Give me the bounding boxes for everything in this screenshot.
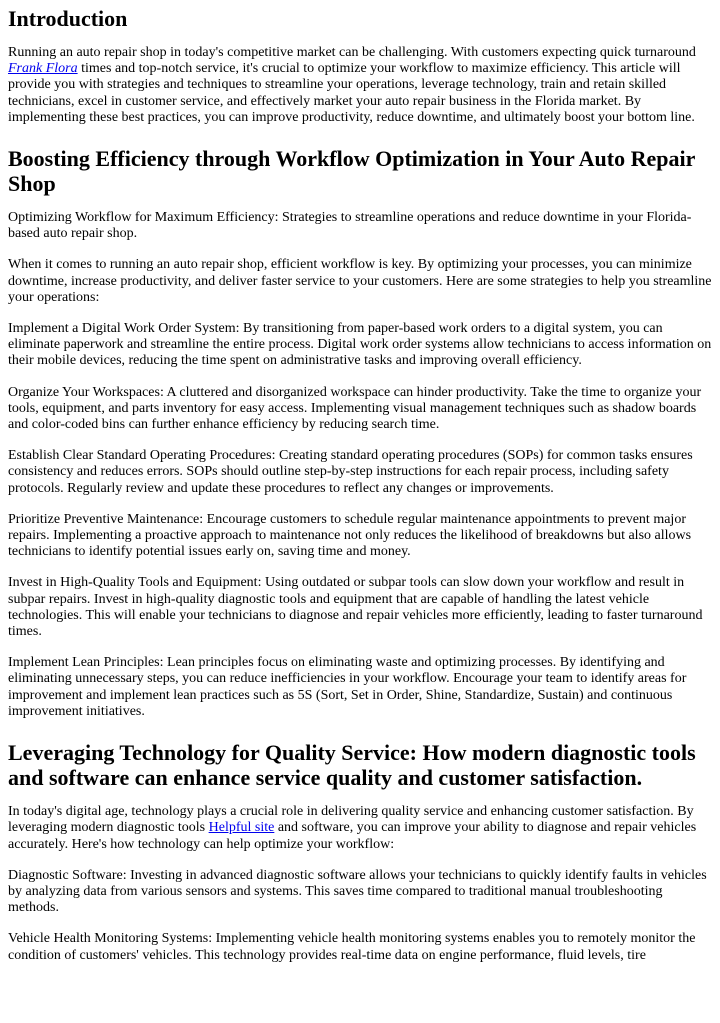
section1-heading: Boosting Efficiency through Workflow Optimization in Your Auto Repair Shop [8, 146, 695, 197]
section1-paragraph: Optimizing Workflow for Maximum Efficiency: Strategies to streamline operations and reduce downtime in your Florida-based auto repair shop. [8, 210, 692, 242]
section2-text-after: and software, you can improve your ability to diagnose and repair vehicles accurately. Here's how technology can help optimize your workflow: [8, 820, 697, 852]
section1-paragraph: Invest in High-Quality Tools and Equipment: Using outdated or subpar tools can slow down your workflow and result in subpar repairs. Invest in high-quality diagnostic tools and equipment that are capable of handling the latest vehicle technologies. This will enable your technicians to diagnose and repair vehicles more efficiently, leading to faster turnaround times. [8, 575, 703, 640]
section1-paragraph: Prioritize Preventive Maintenance: Encourage customers to schedule regular maintenance appointments to prevent major repairs. Implementing a proactive approach to maintenance not only reduces the likelihood of breakdowns but also allows technicians to identify potential issues early on, saving time and money. [8, 511, 692, 560]
intro-text-before: Running an auto repair shop in today's competitive market can be challenging. With customers expecting quick turnaround [8, 45, 696, 60]
intro-heading: Introduction [8, 6, 128, 31]
section1-paragraph: Organize Your Workspaces: A cluttered and disorganized workspace can hinder productivity. Take the time to organize your tools, equipment, and parts inventory for easy access. Implementing visual management techniques such as shadow boards and color-coded bins can further enhance efficiency by reducing search time. [8, 384, 702, 433]
intro-paragraph [8, 45, 712, 126]
helpful-site-link[interactable]: Helpful site [208, 820, 275, 836]
section2-paragraph [8, 804, 712, 853]
section1-paragraph: When it comes to running an auto repair shop, efficient workflow is key. By optimizing your processes, you can minimize downtime, increase productivity, and deliver faster service to your customers. Here are some strategies to help you streamline your operations: [8, 257, 712, 305]
section1-paragraph: Implement Lean Principles: Lean principles focus on eliminating waste and optimizing processes. By identifying and eliminating unnecessary steps, you can reduce inefficiencies in your workflow. Encourage your team to identify areas for improvement and implement lean practices such as 5S (Sort, Set in Order, Shine, Standardize, Sustain) and continuous improvement initiatives. [8, 655, 687, 719]
section1-paragraph: Establish Clear Standard Operating Procedures: Creating standard operating procedures (SOPs) for common tasks ensures consistency and reduces errors. SOPs should outline step-by-step instructions for each repair process, including safety protocols. Regularly review and update these procedures to reflect any changes or improvements. [8, 448, 693, 496]
frank-flora-link[interactable]: Frank Flora [8, 61, 78, 77]
article [0, 6, 720, 964]
section2-paragraph: Diagnostic Software: Investing in advanced diagnostic software allows your technicians to quickly identify faults in vehicles by analyzing data from various sensors and systems. This saves time compared to traditional manual troubleshooting methods. [8, 867, 707, 916]
section2-text-before: In today's digital age, technology plays a crucial role in delivering quality service and enhancing customer satisfaction. By leveraging modern diagnostic tools [8, 804, 694, 836]
section2-heading: Leveraging Technology for Quality Service: How modern diagnostic tools and software can enhance service quality and customer satisfaction. [8, 740, 696, 791]
section1-paragraph: Implement a Digital Work Order System: By transitioning from paper-based work orders to a digital system, you can eliminate paperwork and streamline the entire process. Digital work order systems allow technicians to access information on their mobile devices, reducing the time spent on administrative tasks and improving overall efficiency. [8, 321, 712, 369]
section2-paragraph: Vehicle Health Monitoring Systems: Implementing vehicle health monitoring systems enables you to remotely monitor the condition of customers' vehicles. This technology provides real-time data on engine performance, fluid levels, tire [8, 931, 696, 963]
intro-text-after: times and top-notch service, it's crucial to optimize your workflow to maximize efficiency. This article will provide you with strategies and techniques to streamline your operations, leverage technology, train and retain skilled technicians, excel in customer service, and effectively market your auto repair business in the Florida market. By implementing these best practices, you can improve productivity, reduce downtime, and ultimately boost your bottom line. [8, 61, 695, 125]
